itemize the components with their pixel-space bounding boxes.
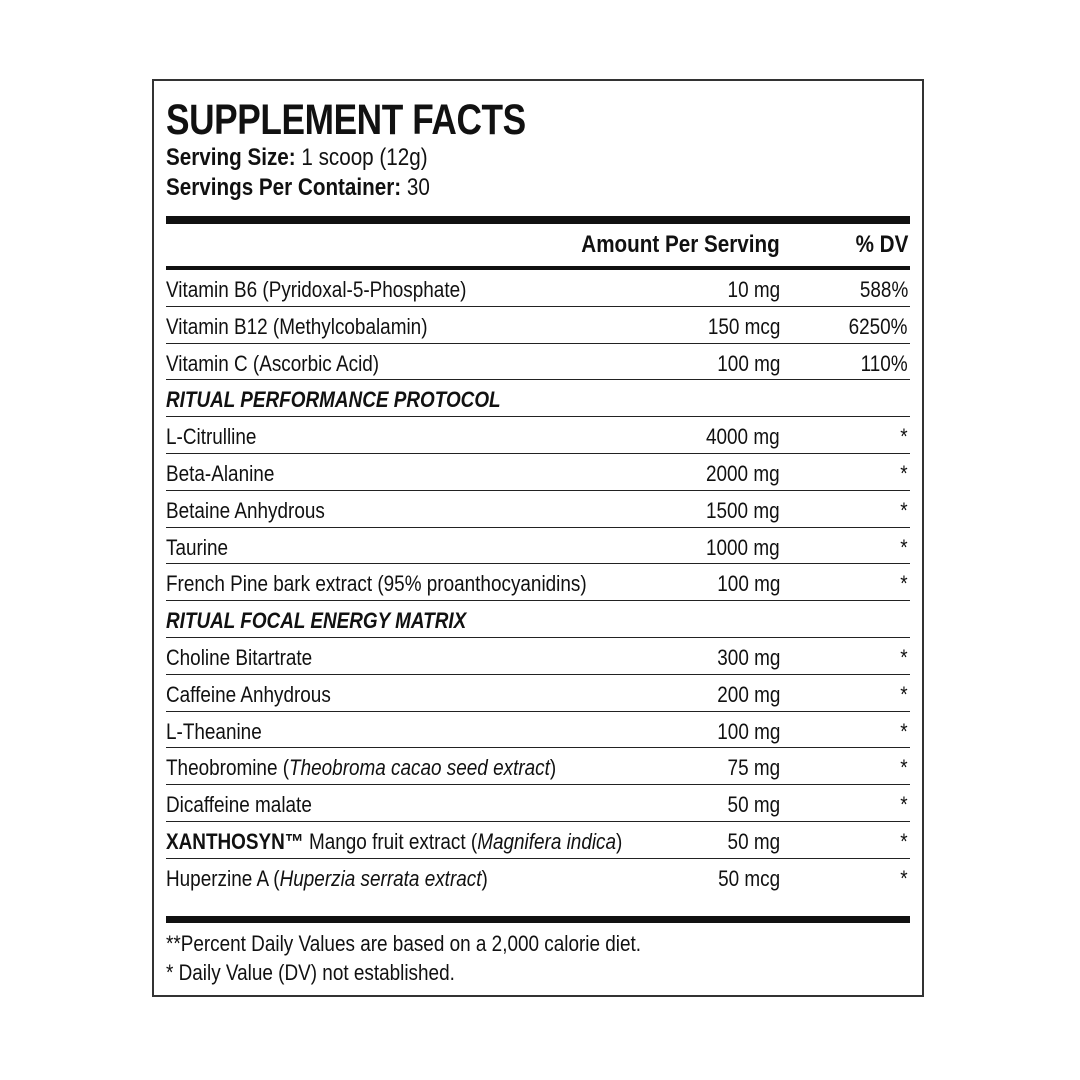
ingredient-name-part: Vitamin C (Ascorbic Acid) xyxy=(166,350,380,376)
ingredient-amount: 10 mg xyxy=(727,277,780,302)
ingredient-daily-value: 110% xyxy=(861,350,908,376)
ingredient-row xyxy=(166,344,910,381)
ingredient-name xyxy=(166,535,228,561)
amount-column-header: Amount Per Serving xyxy=(581,231,780,258)
ingredient-row xyxy=(166,785,910,822)
ingredient-amount: 75 mg xyxy=(727,755,780,781)
ingredient-name xyxy=(166,829,622,855)
ingredient-amount: 1500 mg xyxy=(706,497,780,523)
ingredient-row xyxy=(166,675,910,712)
ingredient-name-part: Dicaffeine malate xyxy=(166,792,312,818)
column-header xyxy=(166,224,910,266)
serving-size-value: 1 scoop (12g) xyxy=(301,144,428,171)
ingredient-row xyxy=(166,454,910,491)
ingredient-name-part: Theobromine ( xyxy=(166,755,290,781)
ingredient-name xyxy=(166,792,312,818)
top-divider xyxy=(166,216,910,224)
ingredient-row xyxy=(166,564,910,601)
ingredient-name xyxy=(166,351,379,377)
ingredient-name-part: ) xyxy=(549,755,557,781)
ingredient-daily-value: 6250% xyxy=(849,313,908,339)
ingredient-row xyxy=(166,270,910,307)
section-title: RITUAL PERFORMANCE PROTOCOL xyxy=(166,387,501,413)
ingredient-name-part: Caffeine Anhydrous xyxy=(166,681,331,707)
ingredient-name-part: L-Theanine xyxy=(166,718,262,744)
ingredient-amount: 50 mg xyxy=(727,792,780,818)
ingredient-daily-value: * xyxy=(900,571,908,597)
ingredient-daily-value: * xyxy=(900,681,908,707)
ingredient-daily-value: * xyxy=(900,792,908,818)
serving-size xyxy=(166,144,428,172)
ingredient-name-part: L-Citrulline xyxy=(166,424,257,450)
ingredient-daily-value: 588% xyxy=(859,277,908,302)
section-header xyxy=(166,601,910,638)
ingredient-row xyxy=(166,748,910,785)
ingredient-daily-value: * xyxy=(900,718,908,744)
ingredient-name xyxy=(166,571,587,597)
serving-size-label: Serving Size: xyxy=(166,144,296,171)
ingredient-name xyxy=(166,314,427,340)
ingredient-name-part: Theobroma cacao seed extract xyxy=(289,755,550,781)
ingredient-table xyxy=(166,270,910,896)
ingredient-amount: 50 mcg xyxy=(717,865,780,891)
ingredient-name-part: Vitamin B12 (Methylcobalamin) xyxy=(166,313,428,339)
ingredient-name xyxy=(166,461,274,487)
ingredient-amount: 300 mg xyxy=(716,644,780,670)
servings-label: Servings Per Container: xyxy=(166,174,402,201)
ingredient-name xyxy=(166,682,331,708)
dv-column-header: % DV xyxy=(855,231,908,258)
section-header xyxy=(166,380,910,417)
footnote-dv-not-established: * Daily Value (DV) not established. xyxy=(166,960,455,985)
ingredient-name-part: Betaine Anhydrous xyxy=(166,497,325,523)
ingredient-daily-value: * xyxy=(900,865,908,891)
ingredient-name-part: Huperzia serrata extract xyxy=(279,865,482,891)
supplement-facts-panel xyxy=(152,79,924,997)
ingredient-amount: 100 mg xyxy=(716,571,780,597)
ingredient-daily-value: * xyxy=(900,497,908,523)
ingredient-row xyxy=(166,712,910,749)
ingredient-row xyxy=(166,491,910,528)
ingredient-row xyxy=(166,307,910,344)
ingredient-row xyxy=(166,822,910,859)
ingredient-daily-value: * xyxy=(900,460,908,486)
ingredient-name-part: French Pine bark extract (95% proanthocyanidins) xyxy=(166,571,587,597)
ingredient-daily-value: * xyxy=(900,644,908,670)
servings-value: 30 xyxy=(406,174,430,201)
ingredient-name xyxy=(166,424,256,450)
ingredient-name-part: Taurine xyxy=(166,534,229,560)
ingredient-row xyxy=(166,859,910,896)
ingredient-amount: 4000 mg xyxy=(706,424,780,450)
ingredient-name xyxy=(166,866,488,892)
ingredient-name-part: ) xyxy=(481,865,488,891)
ingredient-name-part: ) xyxy=(616,828,623,854)
ingredient-row xyxy=(166,417,910,454)
ingredient-amount: 50 mg xyxy=(727,828,780,854)
section-title: RITUAL FOCAL ENERGY MATRIX xyxy=(166,608,467,634)
ingredient-name-part: Beta-Alanine xyxy=(166,460,275,486)
panel-title: SUPPLEMENT FACTS xyxy=(166,96,526,144)
ingredient-name xyxy=(166,277,466,303)
ingredient-daily-value: * xyxy=(900,534,908,560)
ingredient-name-part: XANTHOSYN™ xyxy=(166,828,304,854)
footnote-dv-basis: **Percent Daily Values are based on a 2,000 calorie diet. xyxy=(166,931,642,956)
ingredient-amount: 100 mg xyxy=(716,718,780,744)
ingredient-amount: 1000 mg xyxy=(706,534,780,560)
ingredient-amount: 2000 mg xyxy=(706,460,780,486)
ingredient-name xyxy=(166,645,312,671)
ingredient-daily-value: * xyxy=(900,755,908,781)
footnotes xyxy=(166,929,641,987)
bottom-divider xyxy=(166,916,910,923)
ingredient-row xyxy=(166,528,910,565)
ingredient-amount: 200 mg xyxy=(716,681,780,707)
ingredient-daily-value: * xyxy=(900,828,908,854)
servings-per-container xyxy=(166,174,430,202)
ingredient-name-part: Mango fruit extract ( xyxy=(303,828,478,854)
ingredient-name-part: Vitamin B6 (Pyridoxal-5-Phosphate) xyxy=(166,277,467,302)
ingredient-name xyxy=(166,755,556,781)
ingredient-row xyxy=(166,638,910,675)
ingredient-name-part: Choline Bitartrate xyxy=(166,644,313,670)
ingredient-name-part: Huperzine A ( xyxy=(166,865,280,891)
ingredient-name xyxy=(166,498,325,524)
ingredient-name-part: Magnifera indica xyxy=(477,828,617,854)
ingredient-amount: 150 mcg xyxy=(707,313,780,339)
ingredient-name xyxy=(166,719,262,745)
ingredient-amount: 100 mg xyxy=(716,350,780,376)
ingredient-daily-value: * xyxy=(900,424,908,450)
